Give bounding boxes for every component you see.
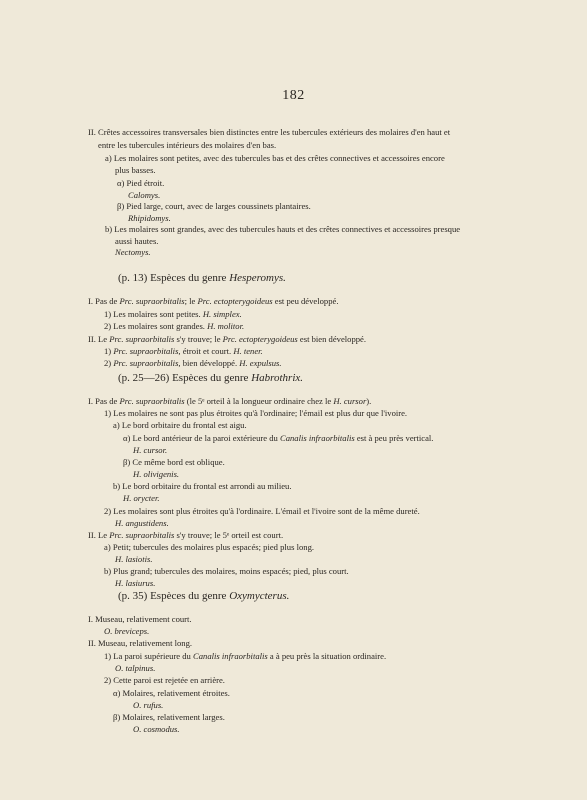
text-line: α) Le bord antérieur de la paroi extérieure du Canalis infraorbitalis est à peu près vertical. [123,433,434,443]
species-name: O. cosmodus. [133,724,180,734]
section-heading: (p. 13) Espèces du genre Hesperomys. [118,272,286,284]
text-line: β) Molaires, relativement larges. [113,712,225,722]
species-name: H. cursor. [133,445,168,455]
text-line: 2) Prc. supraorbitalis, bien développé. H. expulsus. [104,358,282,368]
text-line: β) Pied large, court, avec de larges coussinets plantaires. [117,201,311,211]
species-name: O. talpinus. [115,663,156,673]
text-line: α) Molaires, relativement étroites. [113,688,230,698]
text-line: aussi hautes. [115,236,159,246]
text-line: plus basses. [115,165,156,175]
text-line: entre les tubercules intérieurs des molaires d'en bas. [98,140,277,150]
text-line: a) Petit; tubercules des molaires plus espacés; pied plus long. [104,542,315,552]
text-line: 1) Prc. supraorbitalis, étroit et court. H. tener. [104,346,263,356]
species-name: H. angustidens. [115,518,169,528]
species-name: H. orycter. [123,493,160,503]
section-heading: (p. 25—26) Espèces du genre Habrothrix. [118,372,304,384]
text-line: I. Pas de Prc. supraorbitalis; le Prc. ectopterygoideus est peu développé. [88,296,339,306]
species-name: O. rufus. [133,700,164,710]
text-line: II. Crêtes accessoires transversales bien distinctes entre les tubercules extérieurs des molaires d'en haut et [88,127,451,137]
text-line: b) Le bord orbitaire du frontal est arrondi au milieu. [113,481,292,491]
species-name: H. olivigenis. [133,469,180,479]
text-line: II. Le Prc. supraorbitalis s'y trouve; le Prc. ectopterygoideus est bien développé. [88,334,367,344]
text-line: 1) Les molaires ne sont pas plus étroites qu'à l'ordinaire; l'émail est plus dur que l'ivoire. [104,408,408,418]
text-line: a) Les molaires sont petites, avec des tubercules bas et des crêtes connectives et accessoires encore [105,153,445,163]
text-line: 1) Les molaires sont petites. H. simplex. [104,309,242,319]
page-number: 182 [282,88,305,103]
text-line: 1) La paroi supérieure du Canalis infraorbitalis a à peu près la situation ordinaire. [104,651,387,661]
text-line: 2) Les molaires sont plus étroites qu'à l'ordinaire. L'émail et l'ivoire sont de la même dureté. [104,506,420,516]
text-line: I. Museau, relativement court. [88,614,192,624]
genus-name: Rhipidomys. [128,213,171,223]
text-line: II. Museau, relativement long. [88,638,193,648]
genus-name: Calomys. [128,190,161,200]
text-line: α) Pied étroit. [117,178,165,188]
text-line: 2) Les molaires sont grandes. H. molitor. [104,321,245,331]
text-line: II. Le Prc. supraorbitalis s'y trouve; le 5ᵉ orteil est court. [88,530,284,540]
text-line: I. Pas de Prc. supraorbitalis (le 5ᵉ orteil à la longueur ordinaire chez le H. cursor). [88,396,372,406]
text-line: a) Le bord orbitaire du frontal est aigu. [113,420,247,430]
genus-name: Nectomys. [115,247,151,257]
species-name: H. lasiotis. [115,554,153,564]
species-name: O. breviceps. [104,626,150,636]
text-line: b) Plus grand; tubercules des molaires, moins espacés; pied, plus court. [104,566,349,576]
species-name: H. lasiurus. [115,578,156,588]
section-heading: (p. 35) Espèces du genre Oxymycterus. [118,590,290,602]
text-line: β) Ce même bord est oblique. [123,457,225,467]
text-line: 2) Cette paroi est rejetée en arrière. [104,675,225,685]
text-line: b) Les molaires sont grandes, avec des tubercules hauts et des crêtes connectives et accessoires presque [105,224,461,234]
